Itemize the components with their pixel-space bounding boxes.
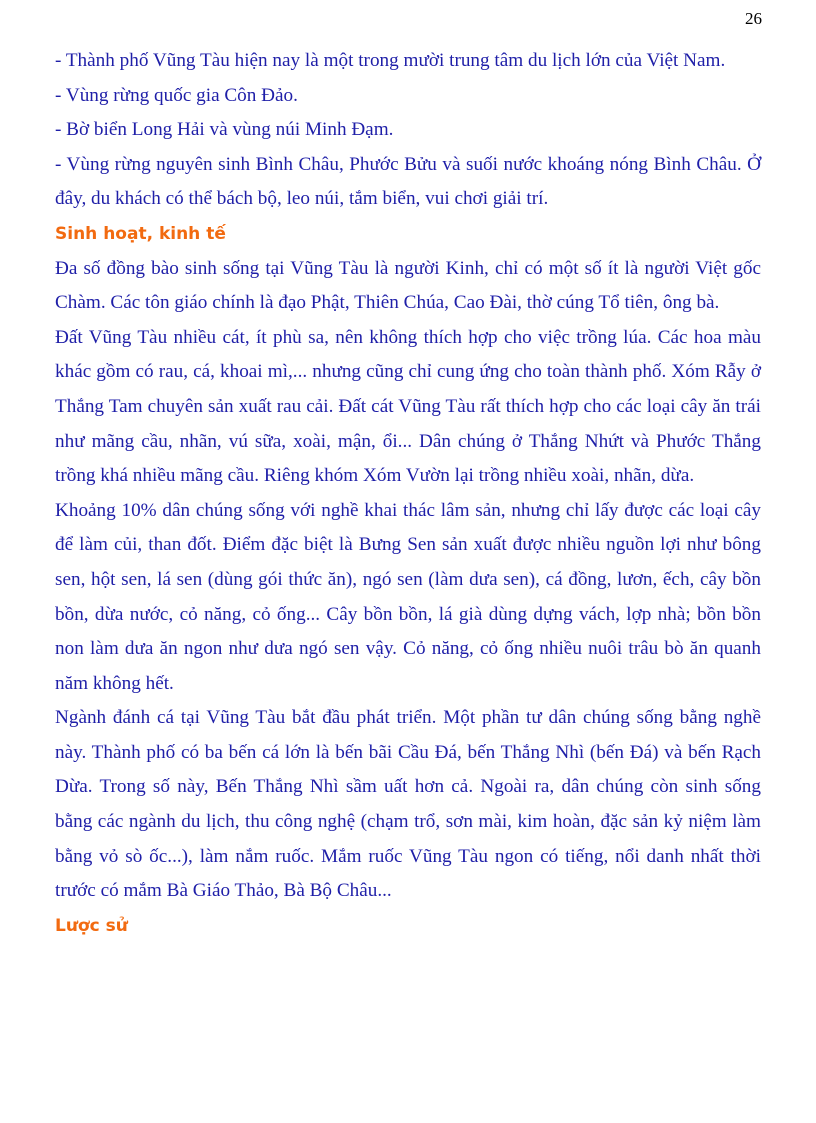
section-heading-life-economy: Sinh hoạt, kinh tế [55,223,226,244]
paragraph-long-hai-coast: - Bờ biển Long Hải và vùng núi Minh Đạm. [55,119,394,141]
section-heading-history: Lược sử [55,915,128,936]
paragraph-forestry: Khoảng 10% dân chúng sống với nghề khai thác lâm sản, nhưng chỉ lấy được các loại cây để làm củi, than đốt. Điểm đặc biệt là Bưng Sen sản xuất được nhiều nguồn lợi như bông sen, hột sen, lá sen (dùng gói thức ăn), ngó sen (làm dưa sen), cá đồng, lươn, ếch, cây bồn bồn, dừa nước, cỏ năng, cỏ ống... Cây bồn bồn, lá già dùng dựng vách, lợp nhà; bồn bồn non làm dưa ăn ngon như dưa ngó sen vậy. Cỏ năng, cỏ ống nhiều nuôi trâu bò ăn quanh năm không hết. [55,499,761,694]
page-content [55,44,761,943]
page-number: 26 [745,9,762,28]
paragraph-population-religion: Đa số đồng bào sinh sống tại Vũng Tàu là người Kinh, chỉ có một số ít là người Việt gốc Chàm. Các tôn giáo chính là đạo Phật, Thiên Chúa, Cao Đài, thờ cúng Tổ tiên, ông bà. [55,257,761,314]
paragraph-fishing: Ngành đánh cá tại Vũng Tàu bắt đầu phát triển. Một phần tư dân chúng sống bằng nghề này. Thành phố có ba bến cá lớn là bến bãi Cầu Đá, bến Thắng Nhì (bến Đá) và bến Rạch Dừa. Trong số này, Bến Thắng Nhì sầm uất hơn cả. Ngoài ra, dân chúng còn sinh sống bằng các ngành du lịch, thu công nghệ (chạm trổ, sơn mài, kim hoàn, đặc sản kỷ niệm làm bằng vỏ sò ốc...), làm nắm ruốc. Mắm ruốc Vũng Tàu ngon có tiếng, nổi danh nhất thời trước có mắm Bà Giáo Thảo, Bà Bộ Châu... [55,707,761,902]
paragraph-vung-tau-tourism-center: - Thành phố Vũng Tàu hiện nay là một trong mười trung tâm du lịch lớn của Việt Nam. [55,50,726,71]
paragraph-agriculture: Đất Vũng Tàu nhiều cát, ít phù sa, nên không thích hợp cho việc trồng lúa. Các hoa màu khác gồm có rau, cá, khoai mì,... nhưng cũng chỉ cung ứng cho toàn thành phố. Xóm Rẫy ở Thắng Tam chuyên sản xuất rau cải. Đất cát Vũng Tàu rất thích hợp cho các loại cây ăn trái như mãng cầu, nhãn, vú sữa, xoài, mận, ổi... Dân chúng ở Thắng Nhứt và Phước Thắng trồng khá nhiều mãng cầu. Riêng khóm Xóm Vườn lại trồng nhiều xoài, nhãn, dừa. [55,326,761,487]
paragraph-con-dao-forest: - Vùng rừng quốc gia Côn Đảo. [55,84,298,106]
paragraph-binh-chau-forest: - Vùng rừng nguyên sinh Bình Châu, Phước Bửu và suối nước khoáng nóng Bình Châu. Ở đây, du khách có thể bách bộ, leo núi, tắm biển, vui chơi giải trí. [55,153,761,210]
